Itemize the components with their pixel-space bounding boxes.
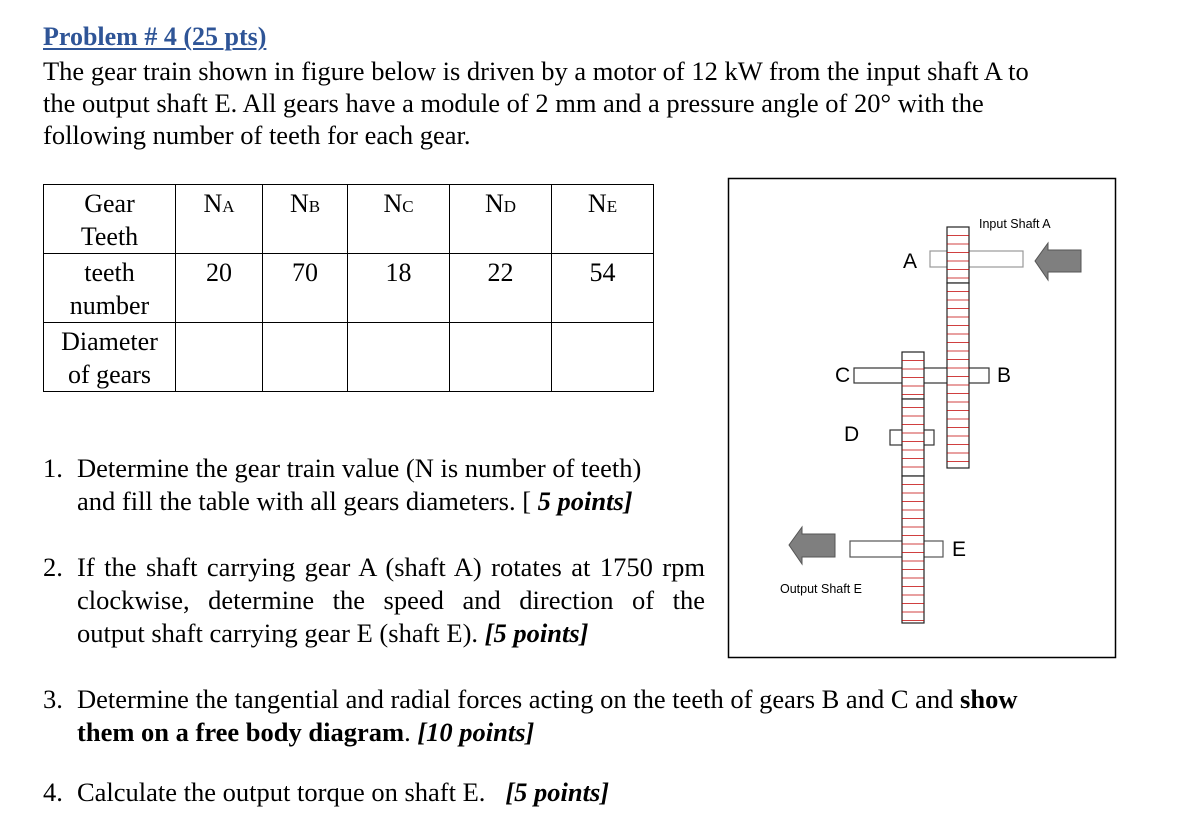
row-label: Diameter of gears	[44, 323, 176, 392]
gear-label-b: B	[997, 364, 1012, 387]
q2-number: 2.	[43, 552, 63, 582]
q1-number: 1.	[43, 453, 63, 483]
header-ne: NE	[552, 185, 654, 254]
q4-number: 4.	[43, 777, 63, 807]
q2-line: If the shaft carrying gear A (shaft A) rotates at 1750 rpm	[77, 552, 705, 582]
shaft-e	[850, 541, 943, 557]
cell: 20	[176, 254, 263, 323]
output-arrow-icon	[789, 527, 835, 564]
q4-line: Calculate the output torque on shaft E. [5 points]	[77, 777, 610, 807]
gear-table	[43, 184, 654, 392]
q2-line: clockwise, determine the speed and direction of the	[77, 585, 705, 615]
gear-label-d: D	[844, 423, 860, 446]
gear-c	[902, 352, 924, 399]
intro-line: following number of teeth for each gear.	[43, 120, 471, 150]
table-header-row	[44, 185, 654, 254]
intro-line: the output shaft E. All gears have a module of 2 mm and a pressure angle of 20° with the	[43, 88, 984, 118]
gear-label-e: E	[952, 538, 967, 561]
gear-e	[902, 476, 924, 623]
q3-number: 3.	[43, 684, 63, 714]
row-label: teeth number	[44, 254, 176, 323]
q1-line: Determine the gear train value (N is number of teeth)	[77, 453, 642, 483]
header-nd: ND	[450, 185, 552, 254]
cell	[552, 323, 654, 392]
shaft-a	[930, 251, 1023, 267]
q1-line: and fill the table with all gears diameters. [ 5 points]	[77, 486, 633, 516]
header-na: NA	[176, 185, 263, 254]
input-arrow-icon	[1035, 243, 1081, 280]
shaft-d	[890, 430, 934, 445]
shaft-bc	[854, 368, 989, 383]
problem-title: Problem # 4 (25 pts)	[43, 22, 267, 51]
cell: 18	[348, 254, 450, 323]
header-nc: NC	[348, 185, 450, 254]
output-shaft-label: Output Shaft E	[780, 582, 862, 596]
gear-d	[902, 399, 924, 476]
cell	[176, 323, 263, 392]
cell: 54	[552, 254, 654, 323]
cell	[263, 323, 348, 392]
header-label: Gear Teeth	[44, 185, 176, 254]
q3-line: Determine the tangential and radial forces acting on the teeth of gears B and C and show	[77, 684, 1018, 714]
input-shaft-label: Input Shaft A	[979, 217, 1051, 231]
cell: 70	[263, 254, 348, 323]
table-row-teeth	[44, 254, 654, 323]
q2-line: output shaft carrying gear E (shaft E). [5 points]	[77, 618, 589, 648]
gear-label-c: C	[835, 364, 851, 387]
gear-a	[947, 227, 969, 283]
cell	[348, 323, 450, 392]
cell: 22	[450, 254, 552, 323]
gear-b	[947, 283, 969, 468]
cell	[450, 323, 552, 392]
q3-line: them on a free body diagram. [10 points]	[77, 717, 535, 747]
table-row-diameter	[44, 323, 654, 392]
intro-line: The gear train shown in figure below is driven by a motor of 12 kW from the input shaft A to	[43, 56, 1029, 86]
header-nb: NB	[263, 185, 348, 254]
gear-label-a: A	[903, 250, 918, 273]
